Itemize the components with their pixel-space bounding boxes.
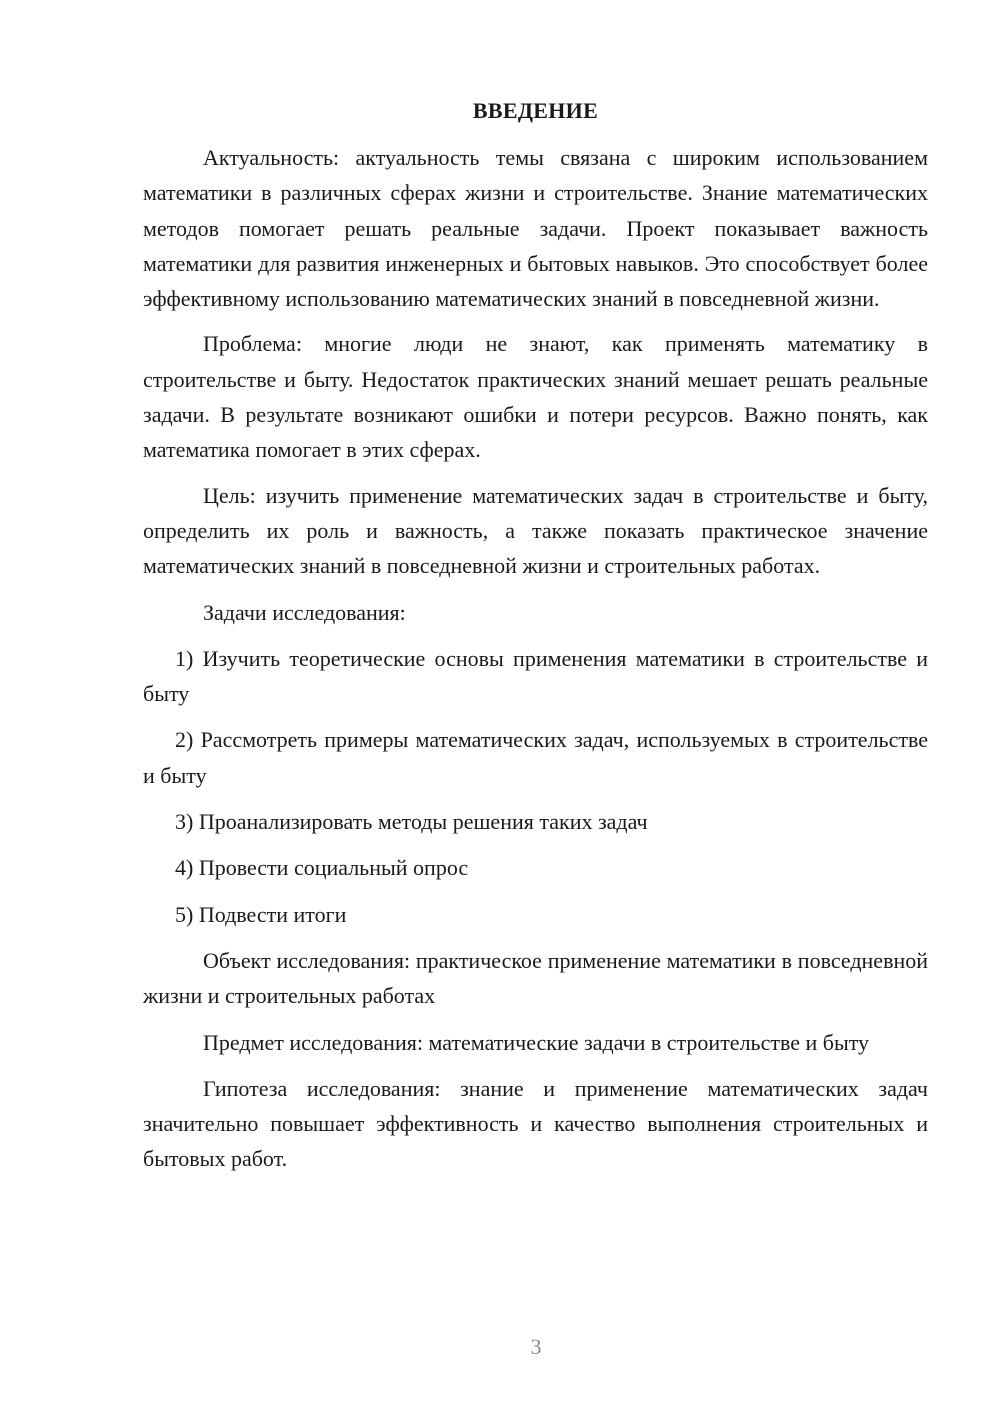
goal-paragraph: Цель: изучить применение математических задач в строительстве и быту, определить их роль и важность, а также показать практическое значение математических знаний в повседневной жизни и строительных работах. xyxy=(143,482,928,579)
task-item: 2) Рассмотреть примеры математических задач, используемых в строительстве и быту xyxy=(143,727,928,788)
document-body xyxy=(143,96,928,1177)
section-heading: ВВЕДЕНИЕ xyxy=(472,98,599,123)
task-item: 1) Изучить теоретические основы применения математики в строительстве и быту xyxy=(143,645,928,707)
hypothesis-paragraph: Гипотеза исследования: знание и применение математических задач значительно повышает эффективность и качество выполнения строительных и бытовых работ. xyxy=(143,1075,928,1172)
object-paragraph: Объект исследования: практическое применение математики в повседневной жизни и строительных работах xyxy=(143,947,928,1009)
page-number: 3 xyxy=(530,1334,542,1359)
problem-paragraph: Проблема: многие люди не знают, как применять математику в строительстве и быту. Недостаток практических знаний мешает решать реальные задачи. В результате возникают ошибки и потери ресурсов. Важно понять, как математика помогает в этих сферах. xyxy=(143,331,928,463)
relevance-paragraph: Актуальность: актуальность темы связана с широким использованием математики в различных сферах жизни и строительстве. Знание математических методов помогает решать реальные задачи. Проект показывает важность математики для развития инженерных и бытовых навыков. Это способствует более эффективному использованию математических знаний в повседневной жизни. xyxy=(143,145,928,312)
task-item: 5) Подвести итоги xyxy=(175,901,347,927)
task-item: 3) Проанализировать методы решения таких задач xyxy=(175,809,648,835)
tasks-title: Задачи исследования: xyxy=(203,599,406,625)
subject-paragraph: Предмет исследования: математические задачи в строительстве и быту xyxy=(203,1029,870,1055)
task-item: 4) Провести социальный опрос xyxy=(175,855,469,881)
